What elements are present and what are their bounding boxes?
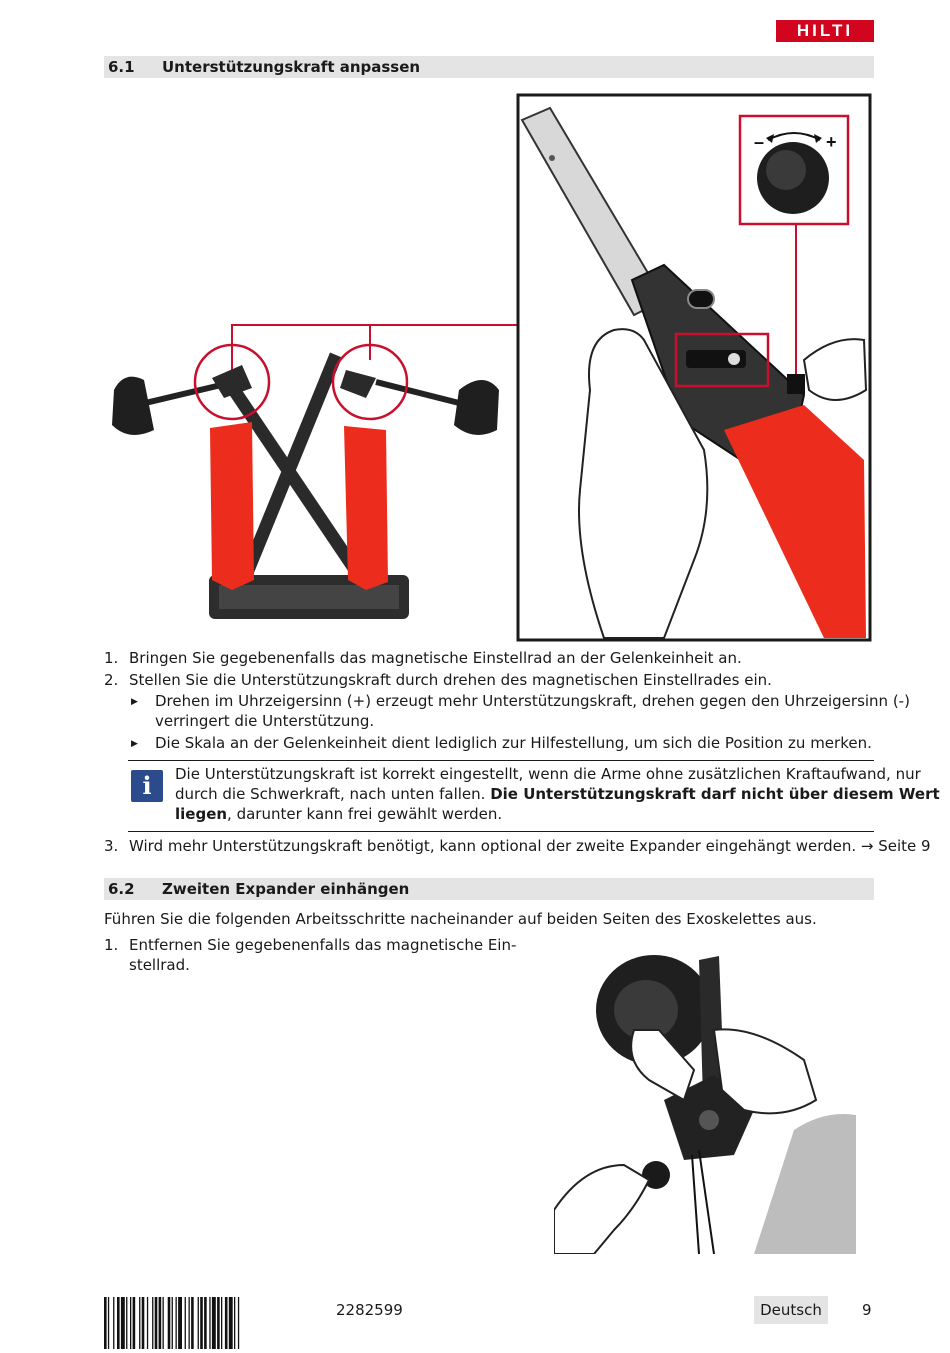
step-1-text: Bringen Sie gegebenenfalls das magnetische Einstellrad an der Gelenkeinheit an. — [129, 649, 742, 667]
step-3-text — [129, 836, 931, 857]
minus-label: – — [754, 132, 765, 152]
barcode-bar — [238, 1297, 239, 1349]
bullet-2-text: Die Skala an der Gelenkeinheit dient lediglich zur Hilfestellung, um sich die Position zu merken. — [155, 734, 872, 752]
barcode-bar — [204, 1297, 207, 1349]
page-number: 9 — [862, 1301, 872, 1319]
step-3-body: Wird mehr Unterstützungskraft benötigt, kann optional der zweite Expander eingehängt werden. — [129, 837, 857, 855]
barcode-bar — [212, 1297, 216, 1349]
barcode-bar — [178, 1297, 182, 1349]
note-line-1: Die Unterstützungskraft ist korrekt eingestellt, wenn die Arme ohne zusätzlichen Kraftaufwand, nur — [175, 765, 921, 783]
barcode-bar — [108, 1297, 109, 1349]
section-number: 6.1 — [108, 58, 135, 76]
barcode-bar — [185, 1297, 186, 1349]
strap-right — [244, 355, 336, 580]
barcode-bar — [147, 1297, 148, 1349]
section-header-6-2 — [104, 878, 874, 900]
barcode-bar — [121, 1297, 125, 1349]
barcode-bar — [168, 1297, 171, 1349]
knob-removal-figure — [554, 950, 856, 1254]
note-normal-text: , darunter kann frei gewählt werden. — [227, 805, 503, 823]
barcode — [104, 1297, 316, 1349]
step-number: 1. — [104, 649, 119, 667]
note-bottom-rule — [128, 831, 874, 832]
bullet-1-line2: verringert die Unterstützung. — [155, 712, 375, 730]
step-number: 2. — [104, 671, 119, 689]
barcode-bar — [200, 1297, 203, 1349]
note-bold-text: liegen — [175, 805, 228, 823]
barcode-bar — [176, 1297, 177, 1349]
note-line-3 — [175, 804, 502, 825]
note-line-2 — [175, 784, 940, 805]
arm-cuff-left — [112, 377, 154, 435]
page-reference-link[interactable]: → Seite 9 — [860, 837, 931, 855]
arm-cuff-right — [454, 380, 499, 435]
barcode-bar — [113, 1297, 114, 1349]
step-b1-line1: Entfernen Sie gegebenenfalls das magnetische Ein- — [129, 936, 517, 954]
barcode-bar — [221, 1297, 222, 1349]
barcode-bar — [198, 1297, 199, 1349]
barcode-bar — [139, 1297, 140, 1349]
note-top-rule — [128, 760, 874, 761]
joint-unit-left — [212, 365, 252, 398]
language-label: Deutsch — [754, 1296, 828, 1324]
section-header-6-1 — [104, 56, 874, 78]
step-2 — [104, 670, 118, 691]
step-2-text: Stellen Sie die Unterstützungskraft durch drehen des magnetischen Einstellrades ein. — [129, 671, 772, 689]
barcode-bar — [189, 1297, 190, 1349]
barcode-bar — [159, 1297, 162, 1349]
barcode-bar — [126, 1297, 127, 1349]
hilti-logo: HILTI — [776, 20, 874, 42]
section-number: 6.2 — [108, 880, 135, 898]
barcode-bar — [155, 1297, 158, 1349]
barcode-bar — [133, 1297, 136, 1349]
barcode-bar — [152, 1297, 153, 1349]
section-title: Zweiten Expander einhängen — [162, 880, 410, 898]
section-title: Unterstützungskraft anpassen — [162, 58, 421, 76]
barcode-bar — [117, 1297, 120, 1349]
note-normal-text: durch die Schwerkraft, nach unten fallen. — [175, 785, 491, 803]
barcode-bar — [191, 1297, 194, 1349]
barcode-bar — [229, 1297, 233, 1349]
document-number: 2282599 — [336, 1301, 403, 1319]
step-1 — [104, 648, 118, 669]
barcode-bar — [142, 1297, 145, 1349]
step-b1-line2: stellrad. — [129, 956, 190, 974]
joint-unit-right — [340, 370, 376, 398]
expander-cover-left — [210, 422, 254, 590]
barcode-bar — [217, 1297, 220, 1349]
step-b1-number: 1. — [104, 936, 119, 954]
closeup-photo — [518, 95, 870, 640]
intro-paragraph: Führen Sie die folgenden Arbeitsschritte nacheinander auf beiden Seiten des Exoskelettes aus. — [104, 910, 817, 928]
barcode-bar — [209, 1297, 210, 1349]
note-bold-text: Die Unterstützungskraft darf nicht über diesem Wert — [490, 785, 940, 803]
barcode-bar — [130, 1297, 131, 1349]
plus-label: + — [826, 132, 837, 152]
barcode-bar — [172, 1297, 173, 1349]
barcode-bar — [234, 1297, 235, 1349]
expander-cover-right — [344, 426, 388, 590]
bullet-1-line1: Drehen im Uhrzeigersinn (+) erzeugt mehr Unterstützungskraft, drehen gegen den Uhrzeigersinn (-) — [155, 692, 910, 710]
bullet-marker: ▶ — [131, 697, 138, 707]
exoskeleton-figure — [104, 90, 874, 642]
barcode-bar — [225, 1297, 228, 1349]
barcode-bar — [163, 1297, 164, 1349]
info-icon: i — [131, 770, 163, 802]
step-3-number: 3. — [104, 837, 119, 855]
bullet-marker: ▶ — [131, 739, 138, 749]
callout-line-left — [232, 325, 518, 375]
barcode-bar — [104, 1297, 107, 1349]
